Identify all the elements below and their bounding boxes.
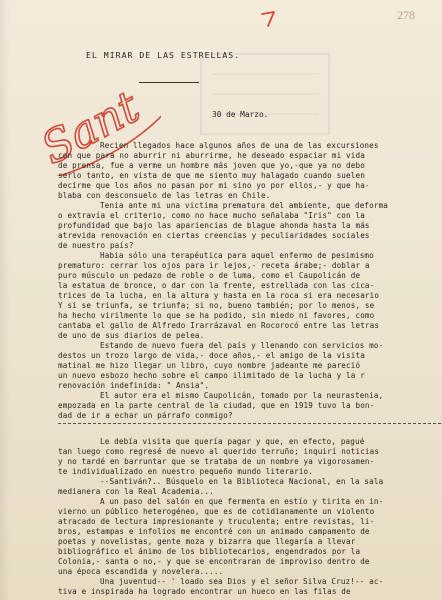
text-line: Y si se triunfa, se triunfa; si no, bueno también; por lo menos, se — [58, 301, 375, 310]
text-line: tiva e inspirada ha logrado encontrar un hueco en las filas de — [58, 587, 351, 596]
text-line: la estatua de bronce, o dar con la frente, estrellada con las cica- — [58, 281, 375, 290]
text-line: o extravía el criterio, como no hace mucho señalaba "Iris" con la — [58, 211, 365, 220]
text-line: matinal me hizo llegar un libro, cuyo nombre jadeante me pareció — [58, 361, 361, 370]
text-line: bros, estampas e infolios me encontré con un animado campamento de — [58, 527, 370, 536]
text-line: dad de ir a echar un párrafo conmigo? — [58, 411, 233, 420]
document-date: 30 de Marzo. — [212, 110, 269, 119]
text-line: Recien llegados hace algunos años de una de las excursiones — [100, 141, 379, 150]
text-line: serlo tanto, en vista de que me siento muy halagado cuando suelen — [58, 171, 365, 180]
text-line: ha hecho virilmente lo que se ha podido, sin miedo ni favores, como — [58, 311, 375, 320]
red-pencil-seven-mark — [258, 8, 280, 30]
text-line: A un paso del salón en que fermenta en estío y tirita en in- — [100, 497, 384, 506]
text-line: vierno un público heterogéneo, que es de cotidianamente un violento — [58, 507, 375, 516]
text-line: El autor era el mismo Caupolicán, tomado por la neurastenia, — [100, 391, 384, 400]
text-line: prematuro: cerrar los ojos para ir lejos,- receta árabe;- doblar a — [58, 261, 370, 270]
text-line: Estando de nuevo fuera del país y llenando con servicios mo- — [100, 341, 384, 350]
text-line: con que para no aburrir ni aburrirme, he deseado espaciar mi vida — [58, 151, 365, 160]
text-line: cantaba el gallo de Alfredo Irarrázaval en Rocorocó entre las letras — [58, 321, 380, 330]
text-line: trices de la lucha, en la altura y hasta en la roca si era necesario — [58, 291, 380, 300]
text-line: un nuevo esbozo hecho sobre el campo ilimitado de la lucha y la r — [58, 371, 365, 380]
text-line: de uno de sus diarios de pelea. — [58, 331, 205, 340]
text-line: destos un trozo largo de vida,- doce años,- el amigo de la visita — [58, 351, 365, 360]
text-line: medianera con la Real Academia... — [58, 487, 214, 496]
text-line: --Santiván?.. Búsquelo en la Biblioteca Nacional, en la sala — [100, 477, 384, 486]
text-line: decirme que los años no pasan por mi sino yo por ellos,- y que ha- — [58, 181, 370, 190]
text-line: Una juventud-- ' loado sea Dios y el señor Silva Cruz!-- ac- — [100, 577, 384, 586]
text-line: atracado de lectura impresionante y truculenta; entre revistas, li- — [58, 517, 375, 526]
text-line: Habia sólo una terapéutica para aquel enfermo de pesimismo — [100, 251, 374, 260]
text-line: blaba con desconsuelo de las letras en Chile. — [58, 191, 271, 200]
text-line: tan luego como regresé de nuevo al querido terruño; inquirí noticias — [58, 447, 380, 456]
text-line: te individualizado en nuestro pequeño mundo literario. — [58, 467, 313, 476]
page-edge-shadow — [0, 0, 10, 600]
text-line: una época escandida y novelera..... — [58, 567, 224, 576]
text-line: Le debía visita que quería pagar y que, en efecto, pagué — [100, 437, 365, 446]
text-line: y no tardé en barruntar que se trataba de un nombre ya vigorosamen- — [58, 457, 375, 466]
red-annotation-text: Sant — [33, 81, 148, 175]
text-line: profundidad que bajo las apariencias de blague ahonda hasta la más — [58, 221, 370, 230]
text-line: renovación indefinida: " Ansia". — [58, 381, 210, 390]
document-title: EL MIRAR DE LAS ESTRELLAS. — [86, 50, 241, 60]
text-line: de nuestro país? — [58, 241, 134, 250]
text-line: puro músculo un pedazo de roble o de luma, como el Caupolicán de — [58, 271, 361, 280]
text-line: de prensa, fue a verme un hombre más joven que yo,-que ya no debo — [58, 161, 365, 170]
text-line: bibliográfico el ánimo de los bibliotecarios, engendrados por la — [58, 547, 361, 556]
text-line: atrevida renovación en ciertas creencias y peculiaridades sociales — [58, 231, 370, 240]
text-line: empozada en la parte central de la ciudad, que en 1919 tuvo la bon- — [58, 401, 375, 410]
section-divider — [58, 423, 441, 424]
text-line: poetas y novelistas, gente moza y bizarra que llegaría a llevar — [58, 537, 356, 546]
page-number: 278 — [397, 8, 415, 22]
text-line: Tenia ante mi una victima prematura del ambiente, que deforma — [100, 201, 389, 210]
text-line: Colonia,- santa o no,- y que se encontraran de improviso dentro de — [58, 557, 370, 566]
